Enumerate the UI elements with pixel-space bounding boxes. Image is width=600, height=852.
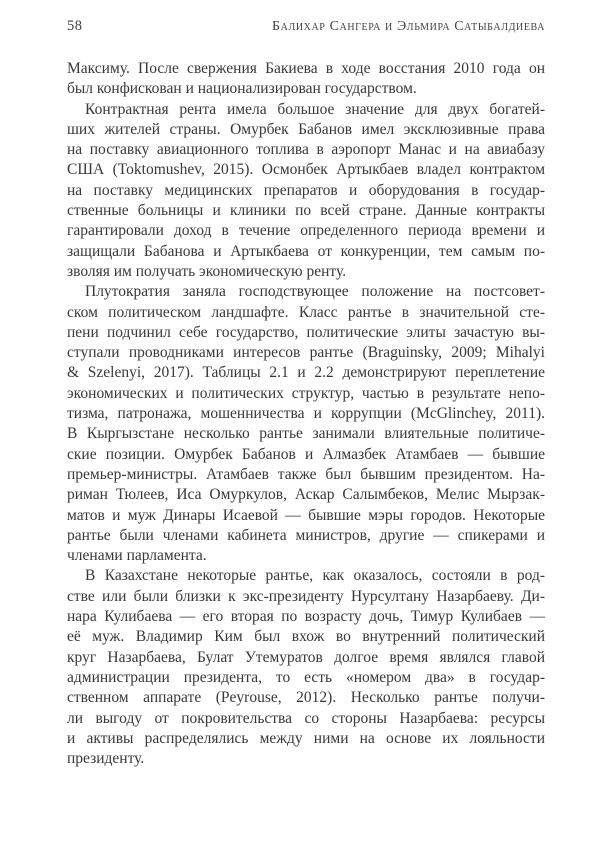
text-line: премьер-министры. Атамбаев также был бывшим президентом. На- bbox=[67, 465, 545, 483]
text-line: ли выгоду от покровительства со стороны Назарбаева: ресурсы bbox=[67, 709, 545, 727]
text-line: Контрактная рента имела большое значение для двух богатей- bbox=[85, 100, 545, 118]
text-line: президенту. bbox=[67, 750, 145, 768]
text-line: ском политическом ландшафте. Класс рантье в значительной сте- bbox=[67, 303, 545, 321]
text-line: экономических и политических структур, частью в результате непо- bbox=[67, 384, 545, 402]
text-line: риман Тюлеев, Иса Омуркулов, Аскар Салымбеков, Мелис Мырзак- bbox=[67, 486, 545, 504]
text-line: был конфискован и национализирован государством. bbox=[67, 80, 417, 98]
text-line: Плутократия заняла господствующее положение на постсовет- bbox=[85, 283, 545, 301]
text-line: матов и муж Динары Исаевой — бывшие мэры городов. Некоторые bbox=[67, 506, 545, 524]
text-line: США (Toktomushev, 2015). Осмонбек Артыкбаев владел контрактом bbox=[67, 161, 545, 179]
text-line: тизма, патронажа, мошенничества и коррупции (McGlinchey, 2011). bbox=[67, 405, 545, 423]
text-line: и активы распределялись между ними на основе их лояльности bbox=[67, 729, 545, 747]
text-line: рантье были членами кабинета министров, другие — спикерами и bbox=[67, 526, 545, 544]
text-line: членами парламента. bbox=[67, 547, 207, 565]
text-line: стве или были близки к экс-президенту Нурсултану Назарбаеву. Ди- bbox=[67, 587, 545, 605]
text-line: В Казахстане некоторые рантье, как оказалось, состояли в род- bbox=[85, 567, 545, 585]
text-line: пени подчинил себе государство, политические элиты зачастую вы- bbox=[67, 323, 545, 341]
text-line: В Кыргызстане несколько рантье занимали влиятельные политиче- bbox=[67, 425, 545, 443]
text-line: её муж. Владимир Ким был вхож во внутренний политический bbox=[67, 628, 545, 646]
running-head: Балихар Сангера и Эльмира Сатыбалдиева bbox=[272, 19, 545, 34]
text-line: ские позиции. Омурбек Бабанов и Алмазбек Атамбаев — бывшие bbox=[67, 445, 545, 463]
text-line: на поставку медицинских препаратов и оборудования в государ- bbox=[67, 181, 545, 199]
text-line: зволяя им получать экономическую ренту. bbox=[67, 262, 347, 280]
text-line: ступали проводниками интересов рантье (Braguinsky, 2009; Mihalyi bbox=[67, 344, 545, 362]
text-line: ственном аппарате (Peyrouse, 2012). Несколько рантье получи- bbox=[67, 689, 545, 707]
text-line: гарантировали доход в течение определенного периода времени и bbox=[67, 222, 545, 240]
page-header bbox=[67, 18, 545, 35]
body-text bbox=[67, 59, 545, 769]
text-line: Максиму. После свержения Бакиева в ходе восстания 2010 года он bbox=[67, 60, 545, 77]
text-line: круг Назарбаева, Булат Утемуратов долгое время являлся главой bbox=[67, 648, 545, 666]
text-line: ственные больницы и клиники по всей стране. Данные контракты bbox=[67, 202, 545, 220]
text-line: на поставку авиационного топлива в аэропорт Манас и на авиабазу bbox=[67, 141, 545, 159]
text-line: & Szelenyi, 2017). Таблицы 2.1 и 2.2 демонстрируют переплетение bbox=[67, 364, 545, 382]
text-line: нара Кулибаева — его вторая по возрасту дочь, Тимур Кулибаев — bbox=[67, 608, 545, 626]
text-line: защищали Бабанова и Артыкбаева от конкуренции, тем самым по- bbox=[67, 242, 545, 260]
text-line: администрации президента, то есть «номером два» в государ- bbox=[67, 668, 545, 686]
page-number: 58 bbox=[67, 18, 83, 34]
text-line: ших жителей страны. Омурбек Бабанов имел эксклюзивные права bbox=[67, 120, 545, 138]
